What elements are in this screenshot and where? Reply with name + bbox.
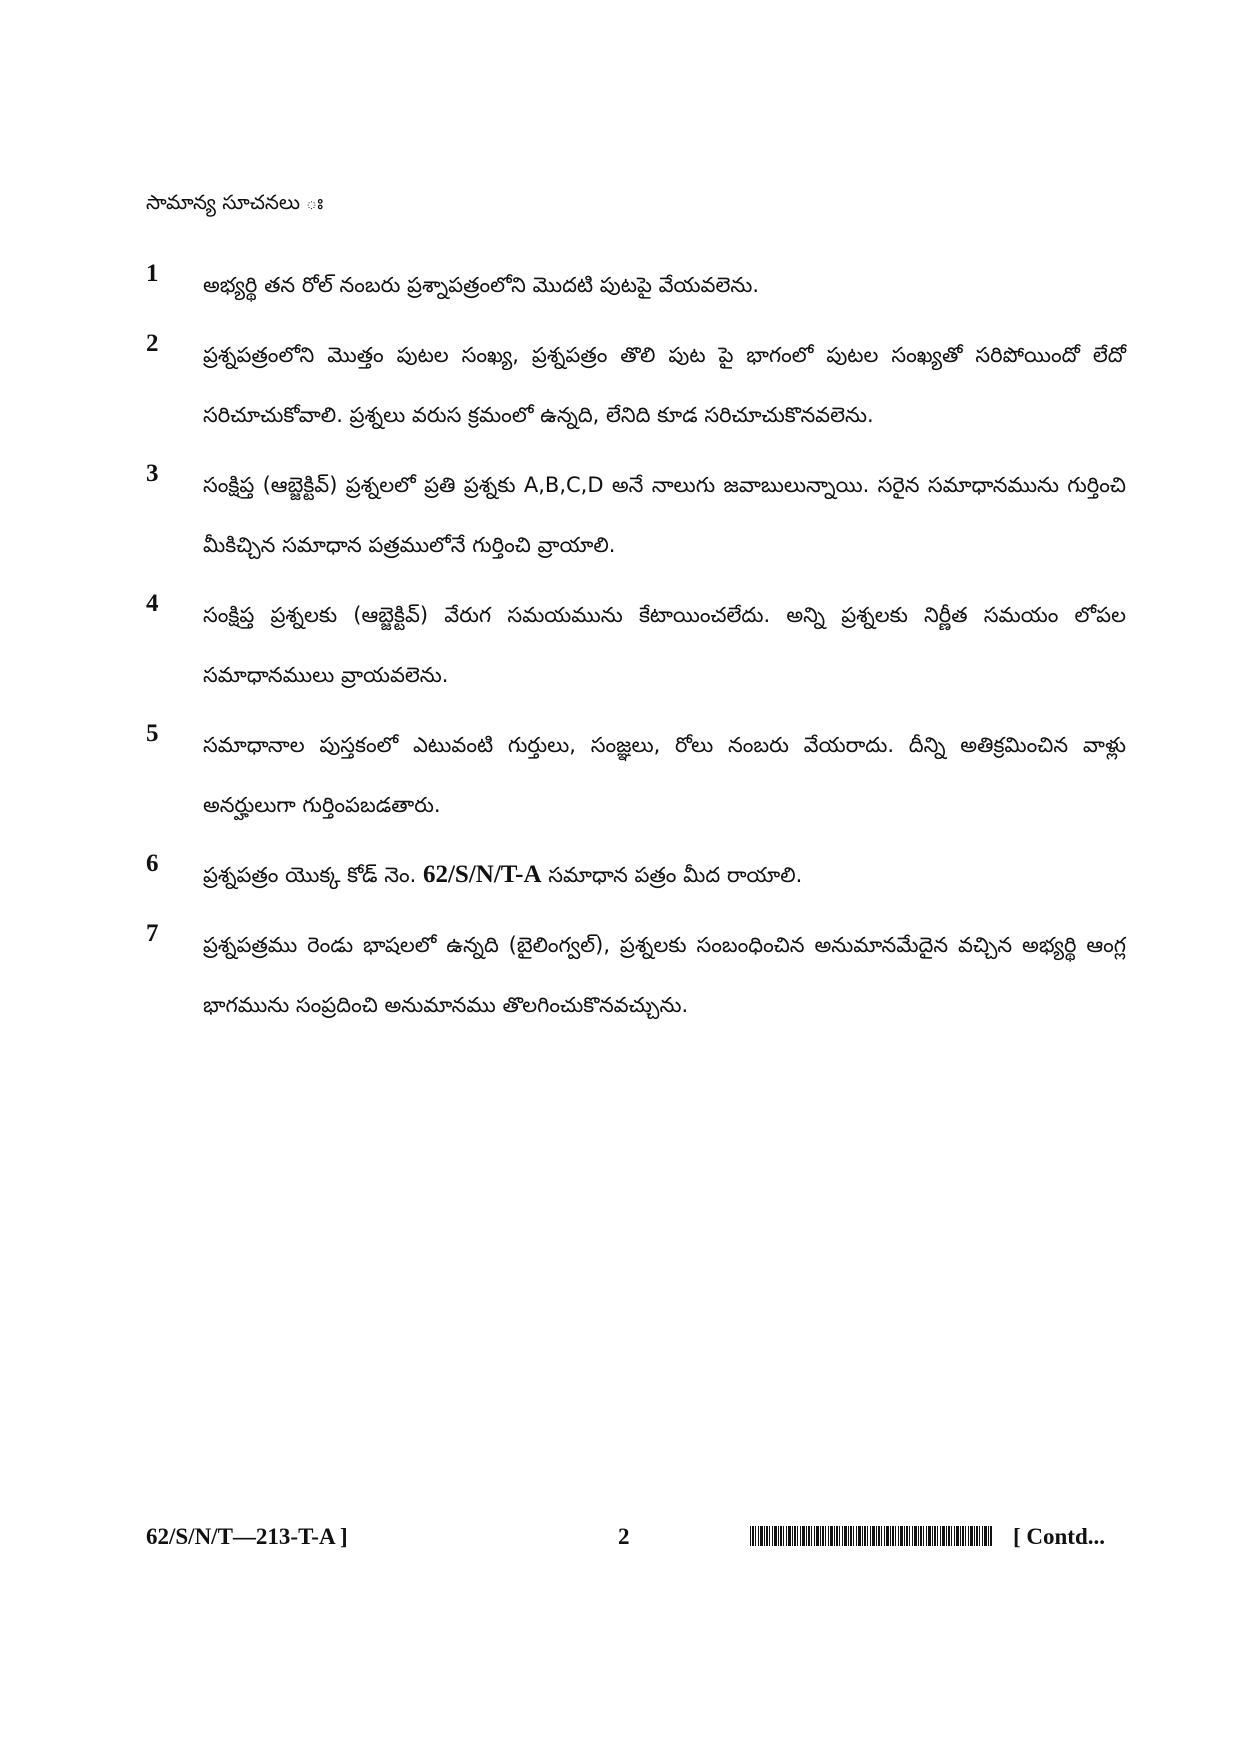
instruction-item xyxy=(146,255,1126,315)
instruction-item xyxy=(146,845,1126,905)
instruction-number: 1 xyxy=(146,260,159,287)
continued-label: [ Contd... xyxy=(1013,1524,1106,1549)
instruction-number: 5 xyxy=(146,720,159,747)
instruction-text: సమాధానాల పుస్తకంలో ఎటువంటి గుర్తులు, సంజ్ఞలు, రోలు నంబరు వేయరాదు. దీన్ని అతిక్రమించిన వాళ్లు అనర్హులుగా గుర్తింపబడతారు. xyxy=(203,733,1126,817)
barcode xyxy=(750,1526,992,1546)
page-number: 2 xyxy=(618,1524,630,1549)
instruction-item xyxy=(146,325,1126,445)
instruction-number: 2 xyxy=(146,330,159,357)
instruction-item xyxy=(146,585,1126,705)
instruction-number: 4 xyxy=(146,590,159,617)
instructions-list xyxy=(146,255,1126,1035)
instruction-item xyxy=(146,915,1126,1035)
instruction-text-after: సమాధాన పత్రం మీద రాయాలి. xyxy=(541,863,803,887)
instruction-number: 3 xyxy=(146,460,159,487)
instruction-text: అభ్యర్థి తన రోల్ నంబరు ప్రశ్నాపత్రంలోని మొదటి పుటపై వేయవలెను. xyxy=(203,273,760,297)
instruction-text: ప్రశ్నపత్రంలోని మొత్తం పుటల సంఖ్య, ప్రశ్నపత్రం తొలి పుట పై భాగంలో పుటల సంఖ్యతో సరిపోయిందో లేదో సరిచూచుకోవాలి. ప్రశ్నలు వరుస క్రమంలో ఉన్నది, లేనిది కూడ సరిచూచుకొనవలెను. xyxy=(203,343,1126,427)
instructions-heading: సామాన్య సూచనలు ః xyxy=(146,190,324,214)
instruction-item xyxy=(146,455,1126,575)
instruction-number: 7 xyxy=(146,920,159,947)
instruction-text-before: ప్రశ్నపత్రం యొక్క కోడ్ నెం. xyxy=(203,863,423,887)
instruction-text: సంక్షిప్త ప్రశ్నలకు (ఆబ్జెక్టివ్) వేరుగ సమయమును కేటాయించలేదు. అన్ని ప్రశ్నలకు నిర్ణీత సమయం లోపల సమాధానములు వ్రాయవలెను. xyxy=(203,603,1126,687)
instruction-number: 6 xyxy=(146,850,159,877)
instruction-text xyxy=(203,845,1126,905)
instruction-text: ప్రశ్నపత్రము రెండు భాషలలో ఉన్నది (బైలింగ్వల్), ప్రశ్నలకు సంబంధించిన అనుమానమేదైన వచ్చిన అభ్యర్థి ఆంగ్ల భాగమును సంప్రదించి అనుమానము తొలగించుకొనవచ్చును. xyxy=(203,933,1126,1017)
paper-code: 62/S/N/T-A xyxy=(422,861,542,888)
instruction-text: సంక్షిప్త (ఆబ్జెక్టివ్) ప్రశ్నలలో ప్రతి ప్రశ్నకు A,B,C,D అనే నాలుగు జవాబులున్నాయి. సరైన సమాధానమును గుర్తించి మీకిచ్చిన సమాధాన పత్రములోనే గుర్తించి వ్రాయాలి. xyxy=(203,473,1126,557)
footer-paper-code: 62/S/N/T—213-T-A ] xyxy=(146,1524,348,1549)
instruction-item xyxy=(146,715,1126,835)
